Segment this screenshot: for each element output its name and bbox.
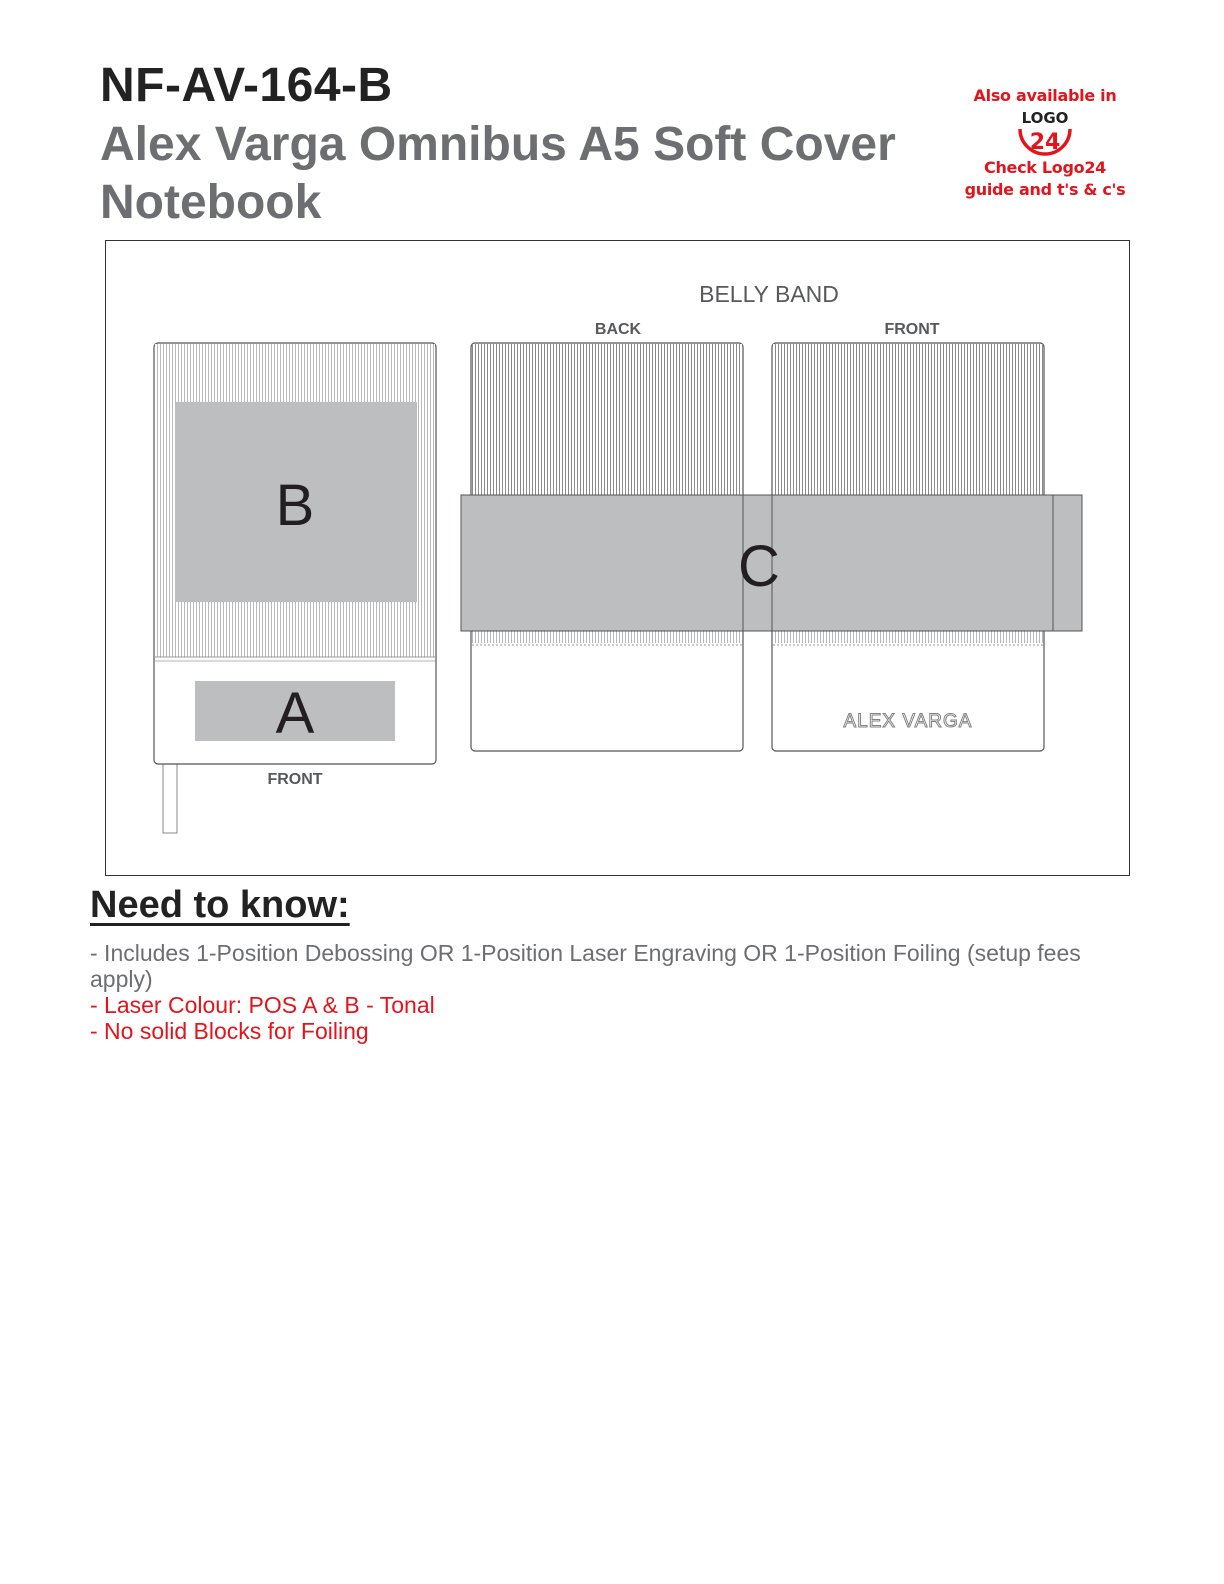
position-c-label: C — [738, 534, 780, 599]
product-diagram — [105, 240, 1130, 876]
front-label: FRONT — [884, 321, 940, 338]
belly-band-label: BELLY BAND — [699, 281, 839, 307]
need-to-know-heading: Need to know: — [90, 884, 350, 926]
position-a-label: A — [275, 681, 315, 746]
note-foiling: - No solid Blocks for Foiling — [90, 1018, 369, 1044]
back-label: BACK — [594, 321, 642, 338]
product-title: Alex Varga Omnibus A5 Soft Cover Notebook — [100, 118, 896, 229]
product-code: NF-AV-164-B — [100, 59, 393, 112]
logo24-badge — [955, 86, 1135, 201]
notebook-front-view — [154, 343, 436, 833]
brand-mark: ALEX VARGA — [843, 711, 973, 732]
badge-terms-text: guide and t's & c's — [964, 180, 1126, 199]
position-b-label: B — [275, 473, 315, 538]
note-includes: - Includes 1-Position Debossing OR 1-Position Laser Engraving OR 1-Position Foiling (setup fees apply) — [90, 940, 1081, 992]
badge-check-text: Check Logo24 — [984, 158, 1106, 177]
logo24-number: 24 — [1029, 130, 1061, 155]
badge-availability-text: Also available in — [973, 86, 1117, 105]
logo24-word: LOGO — [1021, 109, 1069, 127]
belly-band-strip — [461, 495, 1082, 631]
note-laser-colour: - Laser Colour: POS A & B - Tonal — [90, 992, 435, 1018]
bookmark-ribbon — [163, 761, 177, 833]
need-to-know-notes — [90, 940, 1140, 1044]
diagram-drawing — [106, 241, 1131, 877]
logo24-icon — [1013, 107, 1077, 157]
notebook-front-label: FRONT — [267, 771, 323, 788]
